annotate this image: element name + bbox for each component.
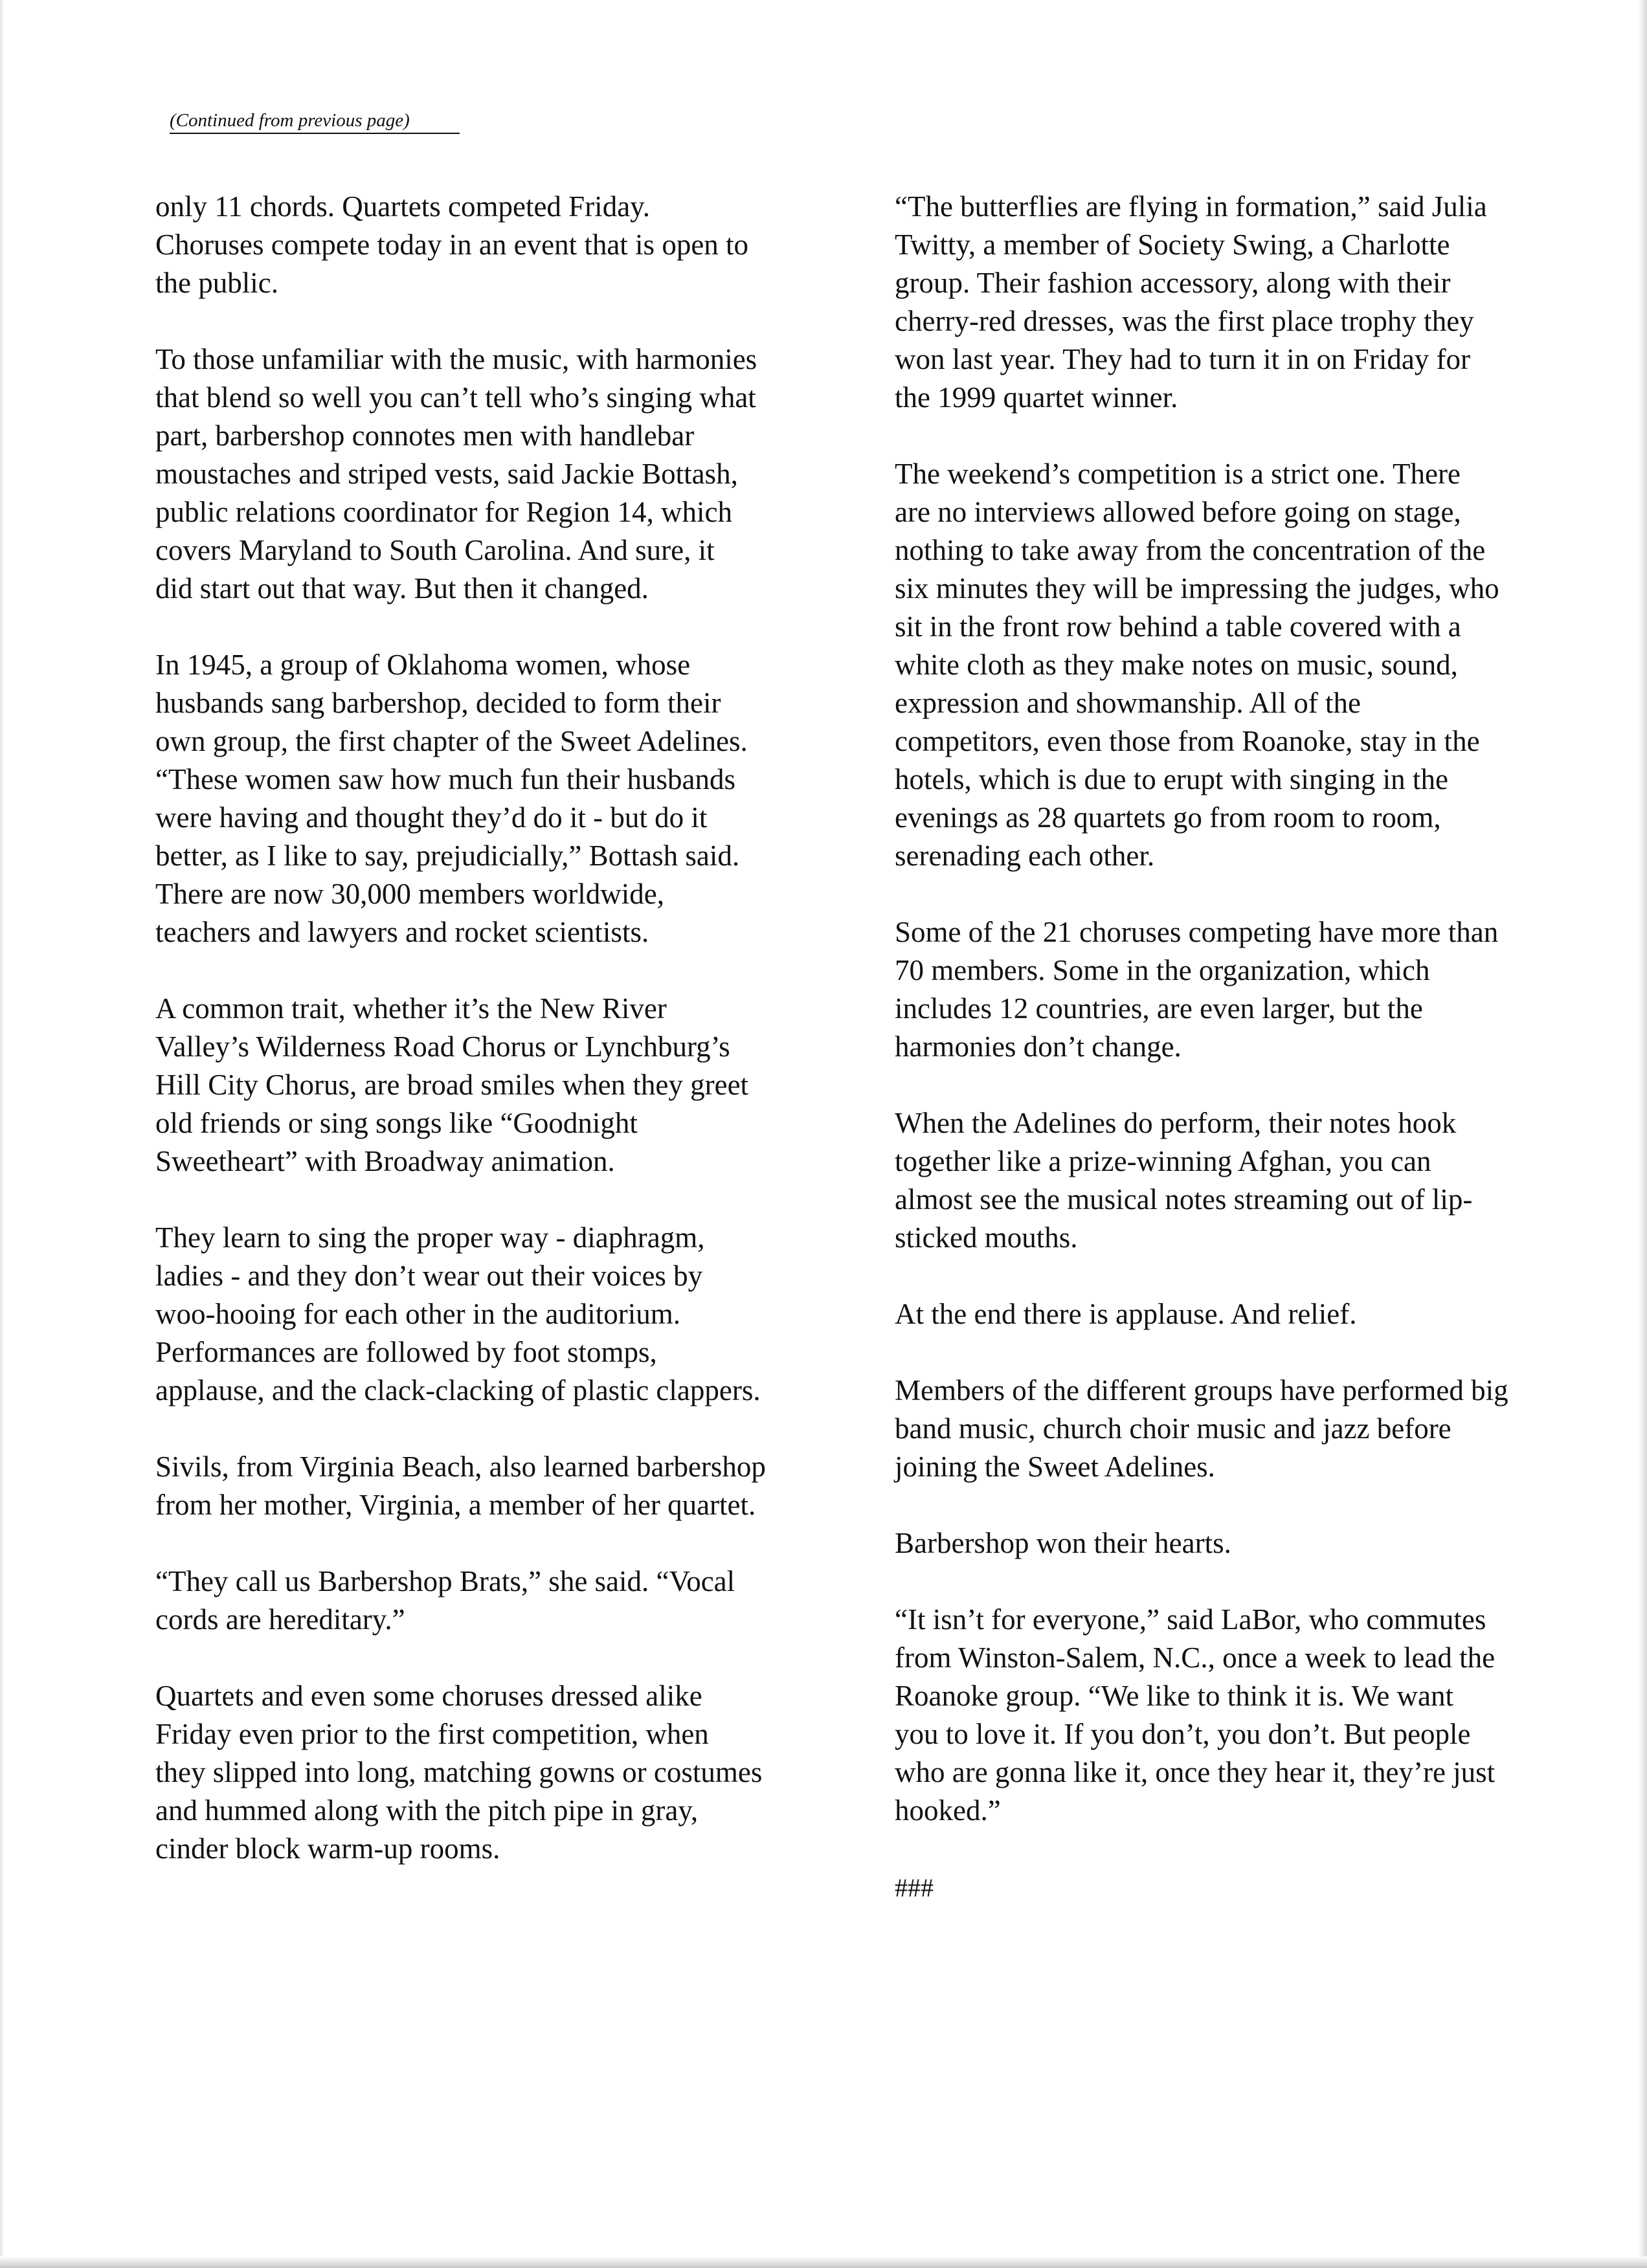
paragraph: When the Adelines do perform, their notes hook together like a prize-winning Afghan, you can almost see the musical notes streaming out of lip- sticked mouths. (895, 1107, 1473, 1254)
continued-note: (Continued from previous page) (170, 110, 460, 134)
paragraph: “It isn’t for everyone,” said LaBor, who commutes from Winston-Salem, N.C., once a week to lead the Roanoke group. “We like to think it is. We want you to love it. If you don’t, you don’t. But people who are gonna like it, once they hear it, they’re just hooked.” (895, 1603, 1496, 1827)
right-column (895, 188, 1562, 1907)
paragraph: Members of the different groups have performed big band music, church choir music and jazz before joining the Sweet Adelines. (895, 1374, 1508, 1483)
paragraph: To those unfamiliar with the music, with harmonies that blend so well you can’t tell who’s singing what part, barbershop connotes men with handlebar moustaches and striped vests, said Jackie Bottash, public relations coordinator for Region 14, which covers Maryland to South Carolina. And sure, it did start out that way. But then it changed. (155, 343, 757, 605)
paragraph: only 11 chords. Quartets competed Friday. Choruses compete today in an event that is open to the public. (155, 190, 749, 299)
paragraph: In 1945, a group of Oklahoma women, whose husbands sang barbershop, decided to form their own group, the first chapter of the Sweet Adelines. “These women saw how much fun their husbands were having and thought they’d do it - but do it better, as I like to say, prejudicially,” Bottash said. There are now 30,000 members worldwide, teachers and lawyers and rocket scientists. (155, 649, 748, 948)
left-column (155, 188, 822, 1906)
paragraph: “The butterflies are flying in formation,” said Julia Twitty, a member of Society Swing, a Charlotte group. Their fashion accessory, along with their cherry-red dresses, was the first place trophy they won last year. They had to turn it in on Friday for the 1999 quartet winner. (895, 190, 1487, 414)
paragraph: “They call us Barbershop Brats,” she said. “Vocal cords are hereditary.” (155, 1565, 735, 1636)
scan-edge-right (1638, 0, 1647, 2268)
end-mark: ### (895, 1873, 934, 1902)
scan-edge-bottom (0, 2256, 1647, 2268)
paragraph: Sivils, from Virginia Beach, also learned barbershop from her mother, Virginia, a member of her quartet. (155, 1451, 766, 1521)
paragraph: The weekend’s competition is a strict one. There are no interviews allowed before going on stage, nothing to take away from the concentration of the six minutes they will be impressing the judges, who sit in the front row behind a table covered with a white cloth as they make notes on music, sound, expression and showmanship. All of the competitors, even those from Roanoke, stay in the hotels, which is due to erupt with singing in the evenings as 28 quartets go from room to room, serenading each other. (895, 458, 1499, 872)
paragraph: Quartets and even some choruses dressed alike Friday even prior to the first competition, when they slipped into long, matching gowns or costumes and hummed along with the pitch pipe in gray, cinder block warm-up rooms. (155, 1680, 763, 1865)
paragraph: Some of the 21 choruses competing have more than 70 members. Some in the organization, which includes 12 countries, are even larger, but the harmonies don’t change. (895, 916, 1499, 1063)
paragraph: At the end there is applause. And relief. (895, 1298, 1357, 1330)
paragraph: They learn to sing the proper way - diaphragm, ladies - and they don’t wear out their voices by woo-hooing for each other in the auditorium. Performances are followed by foot stomps, applause, and the clack-clacking of plastic clappers. (155, 1221, 761, 1406)
scan-edge-left (0, 0, 4, 2268)
paragraph: A common trait, whether it’s the New River Valley’s Wilderness Road Chorus or Lynchburg’s Hill City Chorus, are broad smiles when they greet old friends or sing songs like “Goodnight Sweetheart” with Broadway animation. (155, 992, 749, 1177)
paragraph: Barbershop won their hearts. (895, 1527, 1231, 1559)
